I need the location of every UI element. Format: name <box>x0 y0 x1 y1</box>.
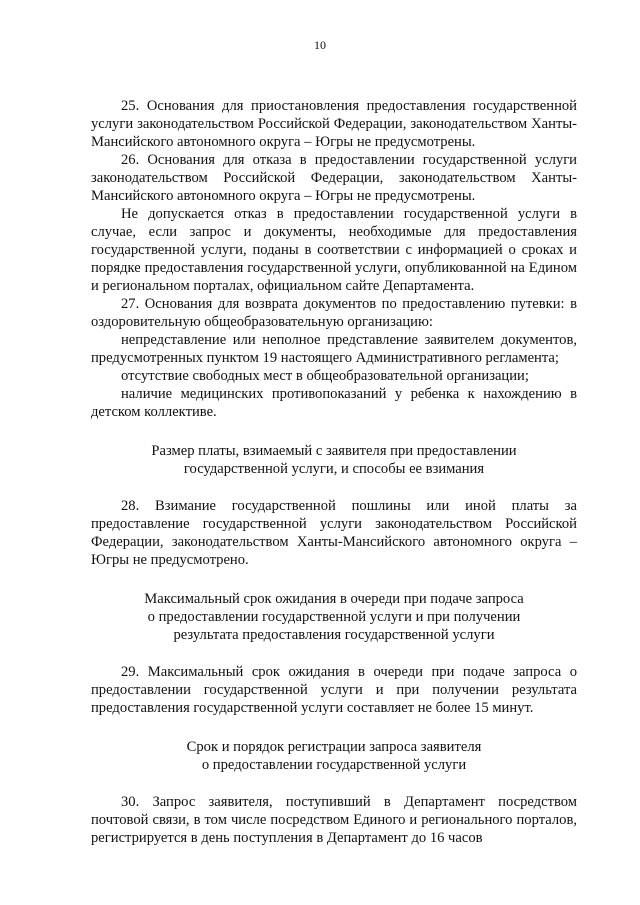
paragraph-27-item-3: наличие медицинских противопоказаний у ребенка к нахождению в детском коллективе. <box>91 386 577 420</box>
heading-line: о предоставлении государственной услуги и при получении <box>147 609 521 625</box>
section-heading-waiting-time <box>91 590 577 644</box>
heading-line: Максимальный срок ожидания в очереди при подаче запроса <box>144 591 524 607</box>
section-heading-fee <box>91 442 577 478</box>
heading-line: Срок и порядок регистрации запроса заявителя <box>186 739 482 755</box>
paragraph-26: 26. Основания для отказа в предоставлении государственной услуги законодательством Российской Федерации, законодательством Ханты-Мансийского автономного округа – Югры не предусмотрены. <box>91 152 577 204</box>
paragraph-28: 28. Взимание государственной пошлины или иной платы за предоставление государственной услуги законодательством Российской Федерации, законодательством Ханты-Мансийского автономного округа – Югры не предусмотрено. <box>91 498 577 568</box>
heading-line: о предоставлении государственной услуги <box>201 757 467 773</box>
paragraph-27-item-2: отсутствие свободных мест в общеобразовательной организации; <box>121 368 529 384</box>
heading-line: государственной услуги, и способы ее взимания <box>183 461 485 477</box>
heading-line: результата предоставления государственной услуги <box>173 627 495 643</box>
heading-line: Размер платы, взимаемый с заявителя при предоставлении <box>151 443 517 459</box>
paragraph-27-item-1: непредставление или неполное представление заявителем документов, предусмотренных пунктом 19 настоящего Административного регламента; <box>91 332 577 366</box>
paragraph-27: 27. Основания для возврата документов по предоставлению путевки: в оздоровительную общеобразовательную организацию: <box>91 296 577 330</box>
section-heading-registration <box>91 738 577 774</box>
document-body <box>91 97 577 847</box>
paragraph-30: 30. Запрос заявителя, поступивший в Департамент посредством почтовой связи, в том числе посредством Единого и регионального порталов, регистрируется в день поступления в Департамент до 16 часов <box>91 794 577 846</box>
paragraph-29: 29. Максимальный срок ожидания в очереди при подаче запроса о предоставлении государственной услуги и при получении результата предоставления государственной услуги составляет не более 15 минут. <box>91 664 577 716</box>
paragraph-26-refusal: Не допускается отказ в предоставлении государственной услуги в случае, если запрос и документы, необходимые для предоставления государственной услуги, поданы в соответствии с информацией о сроках и порядке предоставления государственной услуги, опубликованной на Едином и региональном порталах, официальном сайте Департамента. <box>91 206 577 294</box>
page-number: 10 <box>314 38 326 52</box>
paragraph-25: 25. Основания для приостановления предоставления государственной услуги законодательством Российской Федерации, законодательством Ханты-Мансийского автономного округа – Югры не предусмотрены. <box>91 98 577 150</box>
